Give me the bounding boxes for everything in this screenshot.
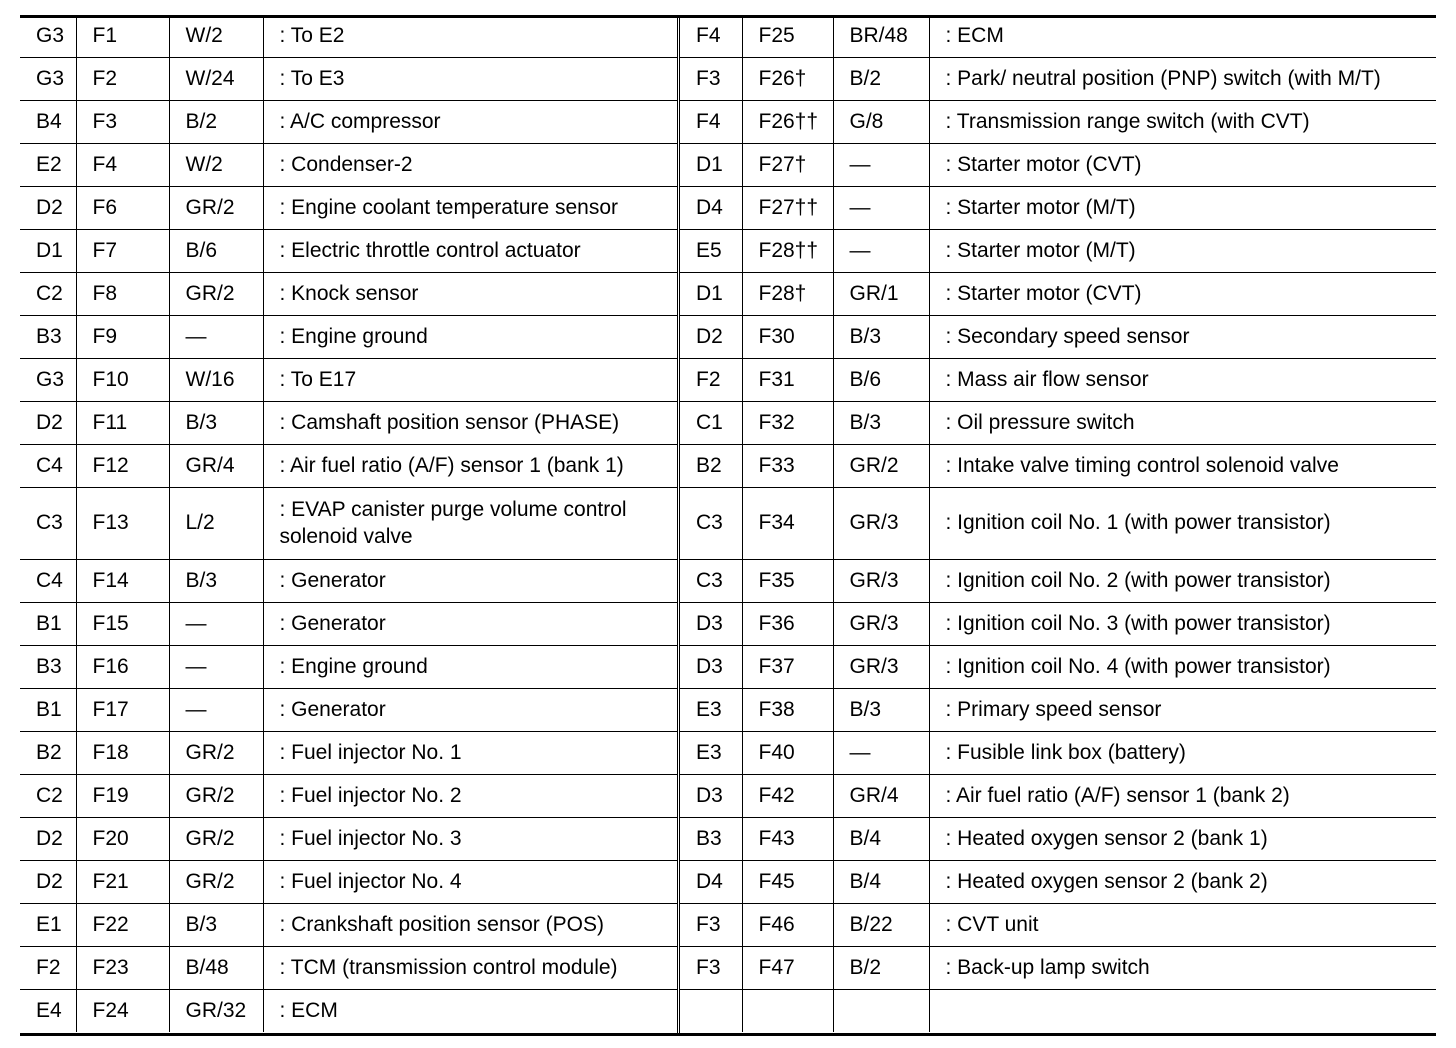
connector-color-pins-cell: W/16 xyxy=(169,359,263,402)
connector-number-cell: F10 xyxy=(76,359,169,402)
connector-row xyxy=(680,990,1436,1033)
grid-ref-cell: B1 xyxy=(20,689,76,732)
connector-color-pins-cell: W/2 xyxy=(169,15,263,58)
connector-color-pins-cell: B/2 xyxy=(833,947,929,990)
connector-row xyxy=(680,603,1436,646)
connector-table-left xyxy=(20,15,678,1032)
connector-row xyxy=(680,445,1436,488)
component-description-cell: : Fuel injector No. 4 xyxy=(263,861,678,904)
grid-ref-cell: D1 xyxy=(680,144,742,187)
component-description-cell: : TCM (transmission control module) xyxy=(263,947,678,990)
connector-row xyxy=(680,316,1436,359)
connector-number-cell: F35 xyxy=(742,560,833,603)
grid-ref-cell xyxy=(680,990,742,1033)
connector-table-right-body xyxy=(680,15,1436,1032)
grid-ref-cell: B3 xyxy=(20,316,76,359)
grid-ref-cell: D1 xyxy=(680,273,742,316)
connector-row xyxy=(680,144,1436,187)
connector-number-cell: F46 xyxy=(742,904,833,947)
connector-color-pins-cell: GR/4 xyxy=(833,775,929,818)
connector-number-cell: F19 xyxy=(76,775,169,818)
connector-color-pins-cell: GR/2 xyxy=(169,732,263,775)
component-description-cell: : ECM xyxy=(263,990,678,1033)
connector-row xyxy=(20,560,678,603)
grid-ref-cell: F4 xyxy=(680,15,742,58)
component-description-cell: : Engine ground xyxy=(263,646,678,689)
connector-row xyxy=(680,488,1436,560)
component-description-cell: : Condenser-2 xyxy=(263,144,678,187)
connector-color-pins-cell: W/24 xyxy=(169,58,263,101)
connector-number-cell: F27† xyxy=(742,144,833,187)
grid-ref-cell: C2 xyxy=(20,775,76,818)
connector-color-pins-cell: GR/3 xyxy=(833,560,929,603)
component-description-cell: : Secondary speed sensor xyxy=(929,316,1436,359)
connector-number-cell: F32 xyxy=(742,402,833,445)
connector-number-cell: F17 xyxy=(76,689,169,732)
component-description-cell: : Heated oxygen sensor 2 (bank 2) xyxy=(929,861,1436,904)
component-description-cell: : Ignition coil No. 3 (with power transistor) xyxy=(929,603,1436,646)
connector-number-cell: F33 xyxy=(742,445,833,488)
component-description-cell: : Mass air flow sensor xyxy=(929,359,1436,402)
connector-row xyxy=(680,402,1436,445)
grid-ref-cell: F2 xyxy=(680,359,742,402)
connector-row xyxy=(680,947,1436,990)
component-description-cell: : Ignition coil No. 1 (with power transistor) xyxy=(929,488,1436,560)
connector-row xyxy=(680,818,1436,861)
connector-color-pins-cell: GR/2 xyxy=(169,187,263,230)
connector-row xyxy=(20,402,678,445)
connector-color-pins-cell: — xyxy=(169,689,263,732)
grid-ref-cell: C3 xyxy=(680,488,742,560)
grid-ref-cell: F3 xyxy=(680,58,742,101)
component-description-cell: : Intake valve timing control solenoid valve xyxy=(929,445,1436,488)
component-description-cell: : CVT unit xyxy=(929,904,1436,947)
connector-number-cell: F45 xyxy=(742,861,833,904)
connector-color-pins-cell: GR/3 xyxy=(833,488,929,560)
connector-row xyxy=(680,101,1436,144)
connector-color-pins-cell: BR/48 xyxy=(833,15,929,58)
connector-color-pins-cell: B/22 xyxy=(833,904,929,947)
connector-row xyxy=(680,359,1436,402)
grid-ref-cell: C1 xyxy=(680,402,742,445)
connector-color-pins-cell: B/4 xyxy=(833,818,929,861)
component-description-cell: : Crankshaft position sensor (POS) xyxy=(263,904,678,947)
connector-row xyxy=(20,646,678,689)
connector-number-cell: F20 xyxy=(76,818,169,861)
connector-number-cell: F6 xyxy=(76,187,169,230)
connector-color-pins-cell: B/3 xyxy=(833,689,929,732)
connector-number-cell: F25 xyxy=(742,15,833,58)
connector-row xyxy=(680,904,1436,947)
connector-color-pins-cell: W/2 xyxy=(169,144,263,187)
grid-ref-cell: D3 xyxy=(680,775,742,818)
connector-color-pins-cell: B/48 xyxy=(169,947,263,990)
connector-number-cell: F28† xyxy=(742,273,833,316)
connector-number-cell xyxy=(742,990,833,1033)
connector-row xyxy=(680,861,1436,904)
grid-ref-cell: E3 xyxy=(680,689,742,732)
grid-ref-cell: D2 xyxy=(680,316,742,359)
connector-color-pins-cell: B/3 xyxy=(833,402,929,445)
connector-number-cell: F34 xyxy=(742,488,833,560)
component-description-cell xyxy=(929,990,1436,1033)
grid-ref-cell: C3 xyxy=(20,488,76,560)
connector-color-pins-cell: GR/1 xyxy=(833,273,929,316)
grid-ref-cell: E4 xyxy=(36,998,62,1022)
connector-row xyxy=(20,732,678,775)
component-description-cell: : Fuel injector No. 3 xyxy=(263,818,678,861)
connector-color-pins-cell: — xyxy=(833,732,929,775)
component-description-cell: : Starter motor (CVT) xyxy=(929,273,1436,316)
connector-number-cell: F27†† xyxy=(742,187,833,230)
grid-ref-cell: E5 xyxy=(680,230,742,273)
connector-color-pins-cell xyxy=(833,990,929,1033)
connector-number-cell: F31 xyxy=(742,359,833,402)
connector-number-cell: F4 xyxy=(76,144,169,187)
component-description-cell: : Engine ground xyxy=(263,316,678,359)
component-description-cell: : Generator xyxy=(263,603,678,646)
grid-ref-cell: G3 xyxy=(20,359,76,402)
connector-number-cell: F15 xyxy=(76,603,169,646)
component-description-cell: : Knock sensor xyxy=(263,273,678,316)
component-description-cell: : Electric throttle control actuator xyxy=(263,230,678,273)
grid-ref-cell: D2 xyxy=(20,818,76,861)
component-description-cell: : Generator xyxy=(263,689,678,732)
component-description-cell: : Fuel injector No. 1 xyxy=(263,732,678,775)
connector-row xyxy=(20,187,678,230)
grid-ref-cell: D4 xyxy=(680,187,742,230)
connector-number-cell: F13 xyxy=(76,488,169,560)
connector-number-cell: F26†† xyxy=(742,101,833,144)
grid-ref-cell: B3 xyxy=(20,646,76,689)
connector-row xyxy=(20,947,678,990)
connector-color-pins-cell: — xyxy=(169,603,263,646)
connector-row xyxy=(20,359,678,402)
component-description-cell: : To E3 xyxy=(263,58,678,101)
component-description-cell: : Ignition coil No. 2 (with power transistor) xyxy=(929,560,1436,603)
connector-row xyxy=(20,488,678,560)
connector-color-pins-cell: GR/4 xyxy=(169,445,263,488)
connector-color-pins-cell: B/3 xyxy=(169,904,263,947)
connector-number-cell: F1 xyxy=(76,15,169,58)
connector-color-pins-cell: B/3 xyxy=(169,402,263,445)
connector-number-cell: F8 xyxy=(76,273,169,316)
grid-ref-cell: F3 xyxy=(680,947,742,990)
connector-row xyxy=(680,187,1436,230)
connector-color-pins-cell: — xyxy=(833,144,929,187)
grid-ref-cell: C4 xyxy=(20,560,76,603)
component-description-cell: : Camshaft position sensor (PHASE) xyxy=(263,402,678,445)
connector-number-cell: F22 xyxy=(76,904,169,947)
connector-row xyxy=(680,230,1436,273)
connector-row xyxy=(20,316,678,359)
connector-color-pins-cell: B/3 xyxy=(833,316,929,359)
connector-row xyxy=(20,445,678,488)
connector-color-pins-cell: G/8 xyxy=(833,101,929,144)
connector-number-cell: F14 xyxy=(76,560,169,603)
component-description-cell: : EVAP canister purge volume control solenoid valve xyxy=(263,488,678,560)
component-description-cell: : Engine coolant temperature sensor xyxy=(263,187,678,230)
grid-ref-cell: D3 xyxy=(680,603,742,646)
connector-color-pins-cell: B/2 xyxy=(833,58,929,101)
grid-ref-cell: F2 xyxy=(20,947,76,990)
grid-ref-cell: D2 xyxy=(20,861,76,904)
component-description-cell: : To E2 xyxy=(263,15,678,58)
grid-ref-cell: C4 xyxy=(20,445,76,488)
component-description-cell: : Air fuel ratio (A/F) sensor 1 (bank 2) xyxy=(929,775,1436,818)
connector-number-cell: F7 xyxy=(76,230,169,273)
connector-color-pins-cell: GR/2 xyxy=(169,775,263,818)
connector-row xyxy=(680,15,1436,58)
component-description-cell: : Air fuel ratio (A/F) sensor 1 (bank 1) xyxy=(263,445,678,488)
component-description-cell: : Primary speed sensor xyxy=(929,689,1436,732)
component-description-cell: : ECM xyxy=(929,15,1436,58)
grid-ref-cell: E1 xyxy=(20,904,76,947)
connector-number-cell: F42 xyxy=(742,775,833,818)
component-description-cell: : Oil pressure switch xyxy=(929,402,1436,445)
grid-ref-cell: D1 xyxy=(20,230,76,273)
connector-color-pins-cell: GR/2 xyxy=(169,273,263,316)
grid-ref-cell: B4 xyxy=(20,101,76,144)
connector-color-pins-cell: B/6 xyxy=(169,230,263,273)
connector-number-cell: F38 xyxy=(742,689,833,732)
component-description-cell: : Transmission range switch (with CVT) xyxy=(929,101,1436,144)
connector-color-pins-cell: B/4 xyxy=(833,861,929,904)
connector-number-cell: F12 xyxy=(76,445,169,488)
connector-color-pins-cell: GR/3 xyxy=(833,603,929,646)
connector-number-cell: F26† xyxy=(742,58,833,101)
connector-row xyxy=(20,603,678,646)
connector-row xyxy=(680,560,1436,603)
connector-color-pins-cell: L/2 xyxy=(169,488,263,560)
connector-color-pins-cell: — xyxy=(169,646,263,689)
connector-color-pins-cell: B/2 xyxy=(169,101,263,144)
grid-ref-cell: C3 xyxy=(680,560,742,603)
grid-ref-cell: D2 xyxy=(20,402,76,445)
connector-number-cell: F36 xyxy=(742,603,833,646)
grid-ref-cell: G3 xyxy=(20,58,76,101)
connector-color-pins-cell: — xyxy=(833,187,929,230)
connector-row xyxy=(680,273,1436,316)
component-description-cell: : Starter motor (M/T) xyxy=(929,230,1436,273)
grid-ref-cell: E3 xyxy=(680,732,742,775)
connector-number-cell: F47 xyxy=(742,947,833,990)
connector-color-pins-cell: — xyxy=(169,316,263,359)
connector-number-cell: F28†† xyxy=(742,230,833,273)
component-description-cell: : Fuel injector No. 2 xyxy=(263,775,678,818)
connector-row xyxy=(20,990,678,1033)
connector-number-cell: F16 xyxy=(76,646,169,689)
connector-color-pins-cell: — xyxy=(833,230,929,273)
connector-row xyxy=(20,273,678,316)
grid-ref-cell: B3 xyxy=(680,818,742,861)
connector-row xyxy=(20,861,678,904)
connector-number-cell: F23 xyxy=(76,947,169,990)
connector-row xyxy=(680,689,1436,732)
component-description-cell: : A/C compressor xyxy=(263,101,678,144)
component-description-cell: : Back-up lamp switch xyxy=(929,947,1436,990)
connector-table-left-body xyxy=(20,15,678,1032)
grid-ref-cell: D3 xyxy=(680,646,742,689)
grid-ref-cell: E2 xyxy=(20,144,76,187)
connector-row xyxy=(20,58,678,101)
connector-number-cell: F21 xyxy=(76,861,169,904)
connector-number-cell: F30 xyxy=(742,316,833,359)
connector-color-pins-cell: GR/2 xyxy=(169,818,263,861)
grid-ref-cell: B1 xyxy=(20,603,76,646)
connector-color-pins-cell: GR/2 xyxy=(169,861,263,904)
grid-ref-cell: F4 xyxy=(680,101,742,144)
connector-row xyxy=(20,775,678,818)
component-description-cell: : Heated oxygen sensor 2 (bank 1) xyxy=(929,818,1436,861)
grid-ref-cell: D2 xyxy=(20,187,76,230)
connector-number-cell: F2 xyxy=(76,58,169,101)
component-description-cell: : Generator xyxy=(263,560,678,603)
grid-ref-cell: C2 xyxy=(20,273,76,316)
connector-number-cell: F24 xyxy=(76,990,169,1033)
connector-number-cell: F43 xyxy=(742,818,833,861)
connector-number-cell: F18 xyxy=(76,732,169,775)
connector-row xyxy=(20,230,678,273)
component-description-cell: : Fusible link box (battery) xyxy=(929,732,1436,775)
component-description-cell: : Starter motor (CVT) xyxy=(929,144,1436,187)
connector-table-right xyxy=(680,15,1436,1032)
connector-color-pins-cell: GR/3 xyxy=(833,646,929,689)
connector-number-cell: F3 xyxy=(76,101,169,144)
connector-row xyxy=(20,15,678,58)
grid-ref-cell: G3 xyxy=(20,15,76,58)
connector-row xyxy=(20,689,678,732)
connector-color-pins-cell: B/6 xyxy=(833,359,929,402)
component-description-cell: : Starter motor (M/T) xyxy=(929,187,1436,230)
grid-ref-cell: B2 xyxy=(20,732,76,775)
connector-row xyxy=(20,904,678,947)
connector-row xyxy=(680,732,1436,775)
component-description-cell: : To E17 xyxy=(263,359,678,402)
grid-ref-cell: B2 xyxy=(680,445,742,488)
grid-ref-cell: D4 xyxy=(680,861,742,904)
connector-row xyxy=(680,775,1436,818)
connector-number-cell: F11 xyxy=(76,402,169,445)
connector-row xyxy=(20,818,678,861)
connector-color-pins-cell: B/3 xyxy=(169,560,263,603)
component-description-cell: : Ignition coil No. 4 (with power transistor) xyxy=(929,646,1436,689)
connector-row xyxy=(680,58,1436,101)
grid-ref-cell: F3 xyxy=(680,904,742,947)
connector-number-cell: F37 xyxy=(742,646,833,689)
connector-row xyxy=(20,101,678,144)
component-description-cell: : Park/ neutral position (PNP) switch (with M/T) xyxy=(929,58,1436,101)
connector-row xyxy=(680,646,1436,689)
connector-number-cell: F40 xyxy=(742,732,833,775)
connector-color-pins-cell: GR/2 xyxy=(833,445,929,488)
connector-row xyxy=(20,144,678,187)
connector-number-cell: F9 xyxy=(76,316,169,359)
connector-color-pins-cell: GR/32 xyxy=(169,990,263,1033)
